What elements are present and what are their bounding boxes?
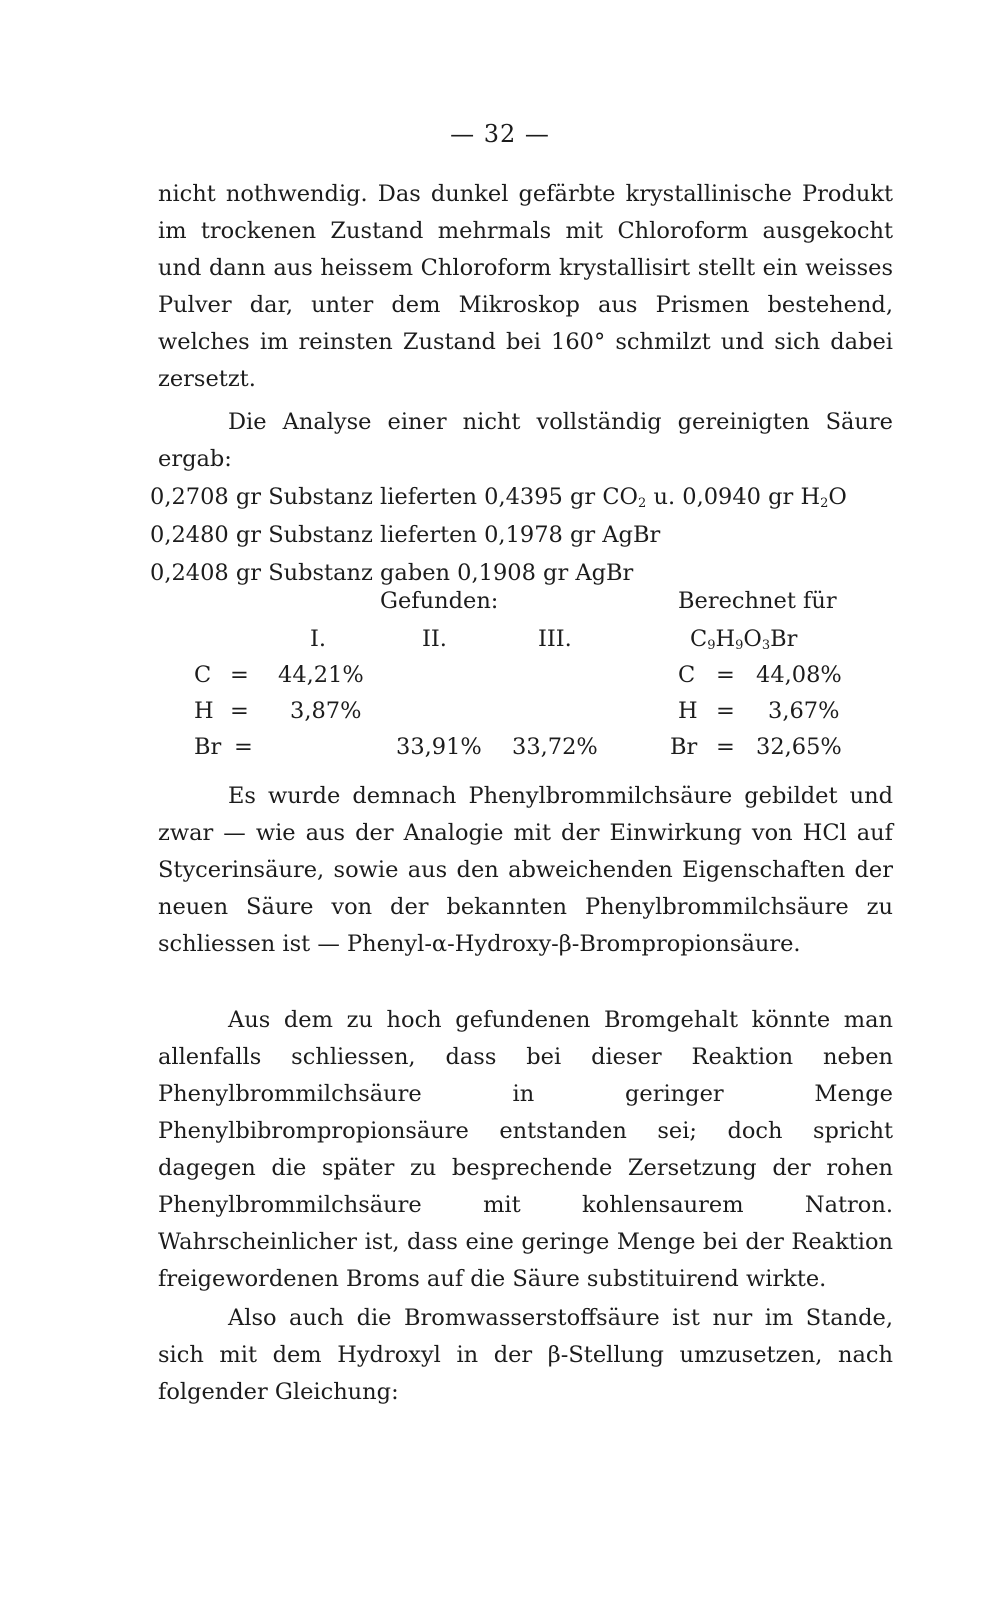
paragraph-conclusion <box>158 778 893 963</box>
unit: gr <box>235 484 262 510</box>
calculated-header: Berechnet für <box>678 588 837 614</box>
paragraph-equation-intro <box>158 1300 893 1411</box>
column-i-header: I. <box>310 626 327 652</box>
analysis-verb: Substanz lieferten <box>268 484 477 510</box>
calc-value: 44,08% <box>756 662 842 688</box>
row-equals: = <box>234 734 253 760</box>
calc-equals: = <box>716 662 735 688</box>
co2-amount: 0,4395 <box>484 484 563 510</box>
calc-equals: = <box>716 734 735 760</box>
paragraph-continuation <box>158 176 893 398</box>
column-ii-header: II. <box>422 626 447 652</box>
calc-value: 3,67% <box>768 698 840 724</box>
row-element: H <box>194 698 214 724</box>
column-iii-header: III. <box>538 626 572 652</box>
paragraph-analysis-intro <box>158 404 893 478</box>
calc-element: H <box>678 698 698 724</box>
analysis-line-3: 0,2408 gr Substanz gaben 0,1908 gr AgBr <box>150 560 634 586</box>
h2o-label: gr $H_2O$ <box>768 484 847 511</box>
formula: $C_9H_9O_3Br$ <box>690 626 798 653</box>
value-i: 3,87% <box>290 698 362 724</box>
analysis-line-1 <box>150 478 910 516</box>
analysis-lines <box>150 478 910 592</box>
conjunction: u. <box>653 484 676 510</box>
calc-element: Br <box>670 734 698 760</box>
paragraph-text: Aus dem zu hoch gefundenen Bromgehalt könnte man allenfalls schliessen, dass bei dieser Reaktion neben Phenylbrommilchsäure in geringer Menge Phenylbibrompropionsäure entstanden sei; doch spricht dagegen die später zu besprechende Zersetzung der rohen Phenylbrommilchsäure mit kohlensaurem Natron. Wahrscheinlicher ist, dass eine geringe Menge bei der Reaktion freigewordenen Broms auf die Säure substituirend wirkte. <box>158 1007 893 1292</box>
co2-label: gr $CO_2$ <box>570 484 647 511</box>
row-element: C <box>194 662 212 688</box>
found-header: Gefunden: <box>380 588 499 614</box>
row-equals: = <box>230 698 249 724</box>
analysis-line-2: 0,2480 gr Substanz lieferten 0,1978 gr AgBr <box>150 522 661 548</box>
value-i: 44,21% <box>278 662 364 688</box>
page-number: — 32 — <box>450 120 550 148</box>
paragraph-text: Die Analyse einer nicht vollständig gereinigten Säure ergab: <box>158 409 893 472</box>
h2o-amount: 0,0940 <box>682 484 761 510</box>
paragraph-text: nicht nothwendig. Das dunkel gefärbte krystallinische Produkt im trockenen Zustand mehrmals mit Chloroform ausgekocht und dann aus heissem Chloroform krystallisirt stellt ein weisses Pulver dar, unter dem Mikroskop aus Prismen bestehend, welches im reinsten Zustand bei 160° schmilzt und sich dabei zersetzt. <box>158 181 893 392</box>
row-equals: = <box>230 662 249 688</box>
value-iii: 33,72% <box>512 734 598 760</box>
row-element: Br <box>194 734 222 760</box>
paragraph-text: Es wurde demnach Phenylbrommilchsäure gebildet und zwar — wie aus der Analogie mit der Einwirkung von HCl auf Stycerinsäure, sowie aus den abweichenden Eigenschaften der neuen Säure von der bekannten Phenylbrommilchsäure zu schliessen ist — Phenyl-α-Hydroxy-β-Brompropionsäure. <box>158 783 893 957</box>
calc-value: 32,65% <box>756 734 842 760</box>
value-ii: 33,91% <box>396 734 482 760</box>
calc-equals: = <box>716 698 735 724</box>
paragraph-text: Also auch die Bromwasserstoffsäure ist nur im Stande, sich mit dem Hydroxyl in der β-Stellung umzusetzen, nach folgender Gleichung: <box>158 1305 893 1405</box>
sample-amount: 0,2708 <box>150 484 229 510</box>
calc-element: C <box>678 662 696 688</box>
paragraph-bromine-content <box>158 1002 893 1298</box>
